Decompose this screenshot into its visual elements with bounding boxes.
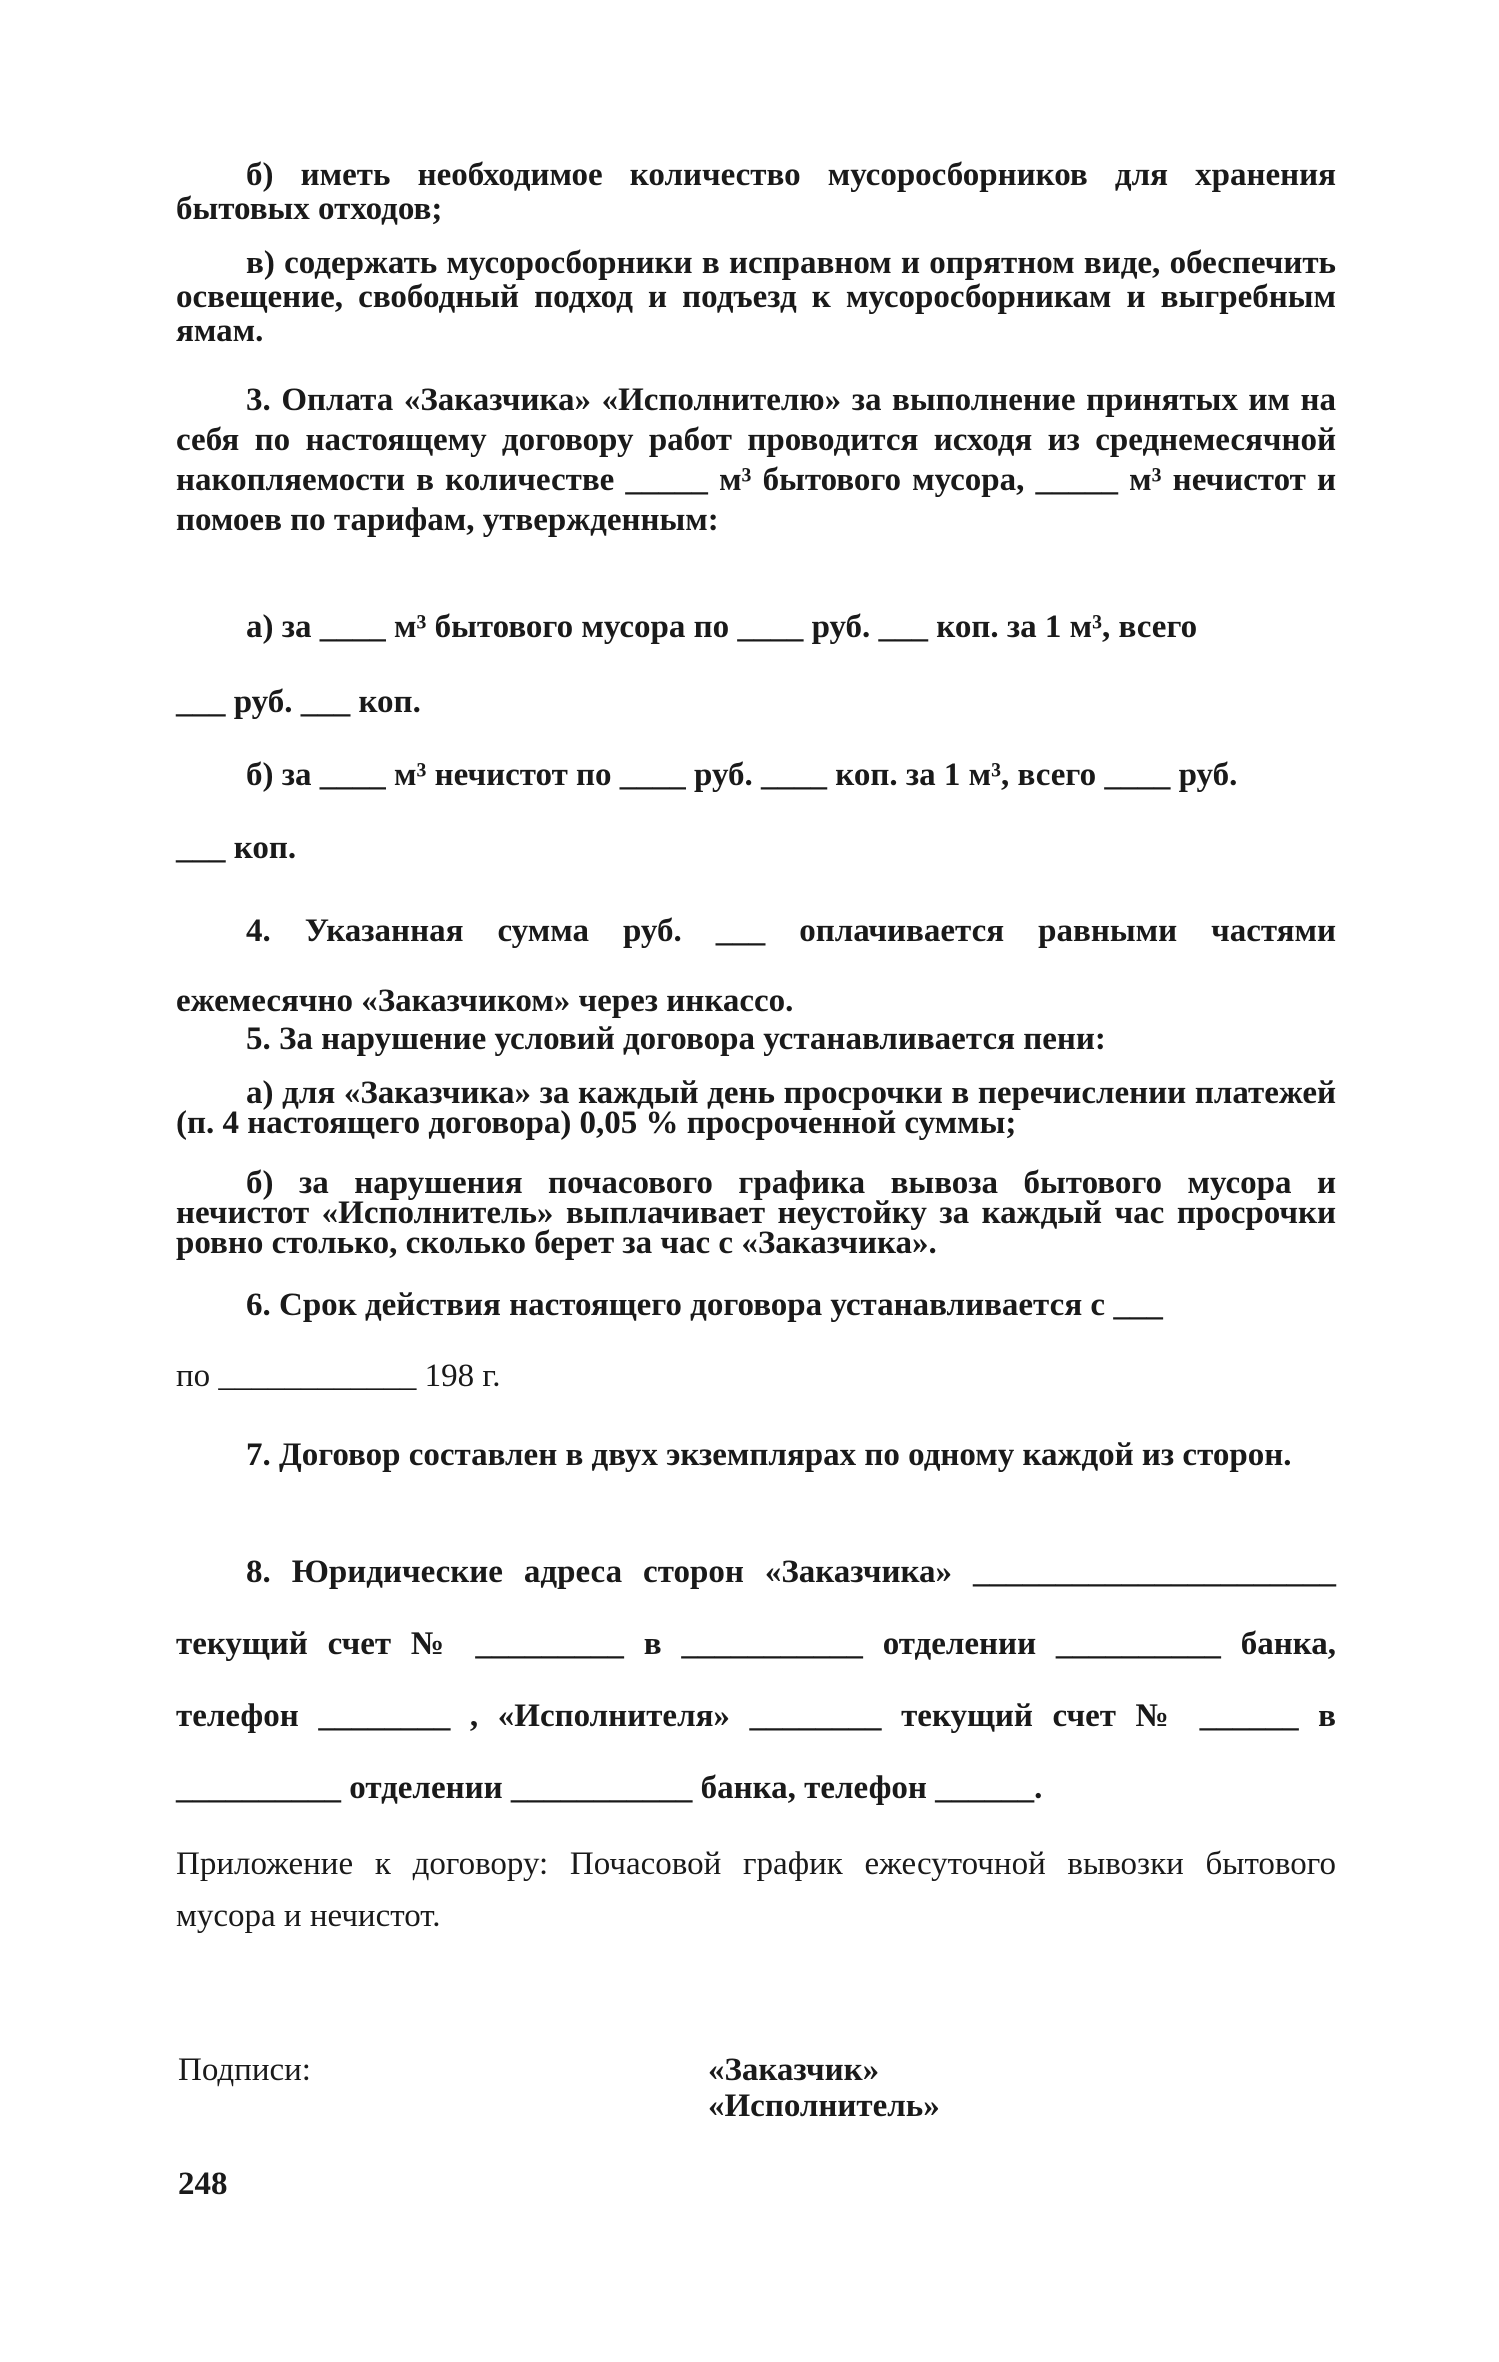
paragraph-3b: б) за ____ м³ нечистот по ____ руб. ____ коп. за 1 м³, всего ____ руб.: [246, 757, 1238, 793]
appendix-note: Приложение к договору: Почасовой график ежесуточной вывозки бытового мусора и нечистот.: [176, 1846, 1336, 1934]
paragraph-5a: а) для «Заказчика» за каждый день просрочки в перечислении платежей (п. 4 настоящего договора) 0,05 % просроченной суммы;: [176, 1075, 1336, 1141]
paragraph-2b: б) иметь необходимое количество мусоросборников для хранения бытовых отходов;: [176, 157, 1336, 227]
paragraph-2c: в) содержать мусоросборники в исправном и опрятном виде, обеспечить освещение, свободный подход и подъезд к мусоросборникам и выгребным ямам.: [176, 245, 1336, 349]
paragraph-5: 5. За нарушение условий договора устанавливается пени:: [246, 1021, 1106, 1057]
paragraph-4: 4. Указанная сумма руб. ___ оплачивается равными частями ежемесячно «Заказчиком» через инкассо.: [176, 913, 1336, 1019]
paragraph-6-tail: по ____________ 198 г.: [176, 1358, 501, 1394]
signature-contractor: «Исполнитель»: [708, 2088, 940, 2124]
paragraph-3a-tail: ___ руб. ___ коп.: [176, 684, 421, 720]
paragraph-3b-tail: ___ коп.: [176, 830, 297, 866]
paragraph-3a: а) за ____ м³ бытового мусора по ____ руб. ___ коп. за 1 м³, всего: [246, 609, 1198, 645]
page-number: 248: [178, 2166, 228, 2202]
paragraph-6: 6. Срок действия настоящего договора устанавливается с ___: [246, 1287, 1163, 1323]
paragraph-8: 8. Юридические адреса сторон «Заказчика» ______________________ текущий счет № _________ в ___________ отделении __________ банка, телефон ________ , «Исполнителя» ________ текущий счет № ______ в __________ отделении ___________ банка, телефон ______.: [176, 1554, 1336, 1806]
paragraph-7: 7. Договор составлен в двух экземплярах по одному каждой из сторон.: [246, 1437, 1292, 1473]
paragraph-5b: б) за нарушения почасового графика вывоза бытового мусора и нечистот «Исполнитель» выплачивает неустойку за каждый час просрочки ровно столько, сколько берет за час с «Заказчика».: [176, 1165, 1336, 1261]
paragraph-3: 3. Оплата «Заказчика» «Исполнителю» за выполнение принятых им на себя по настоящему договору работ проводится исходя из среднемесячной накопляемости в количестве _____ м³ бытового мусора, _____ м³ нечистот и помоев по тарифам, утвержденным:: [176, 382, 1336, 538]
signatures-label: Подписи:: [178, 2052, 311, 2088]
signature-customer: «Заказчик»: [708, 2052, 880, 2088]
